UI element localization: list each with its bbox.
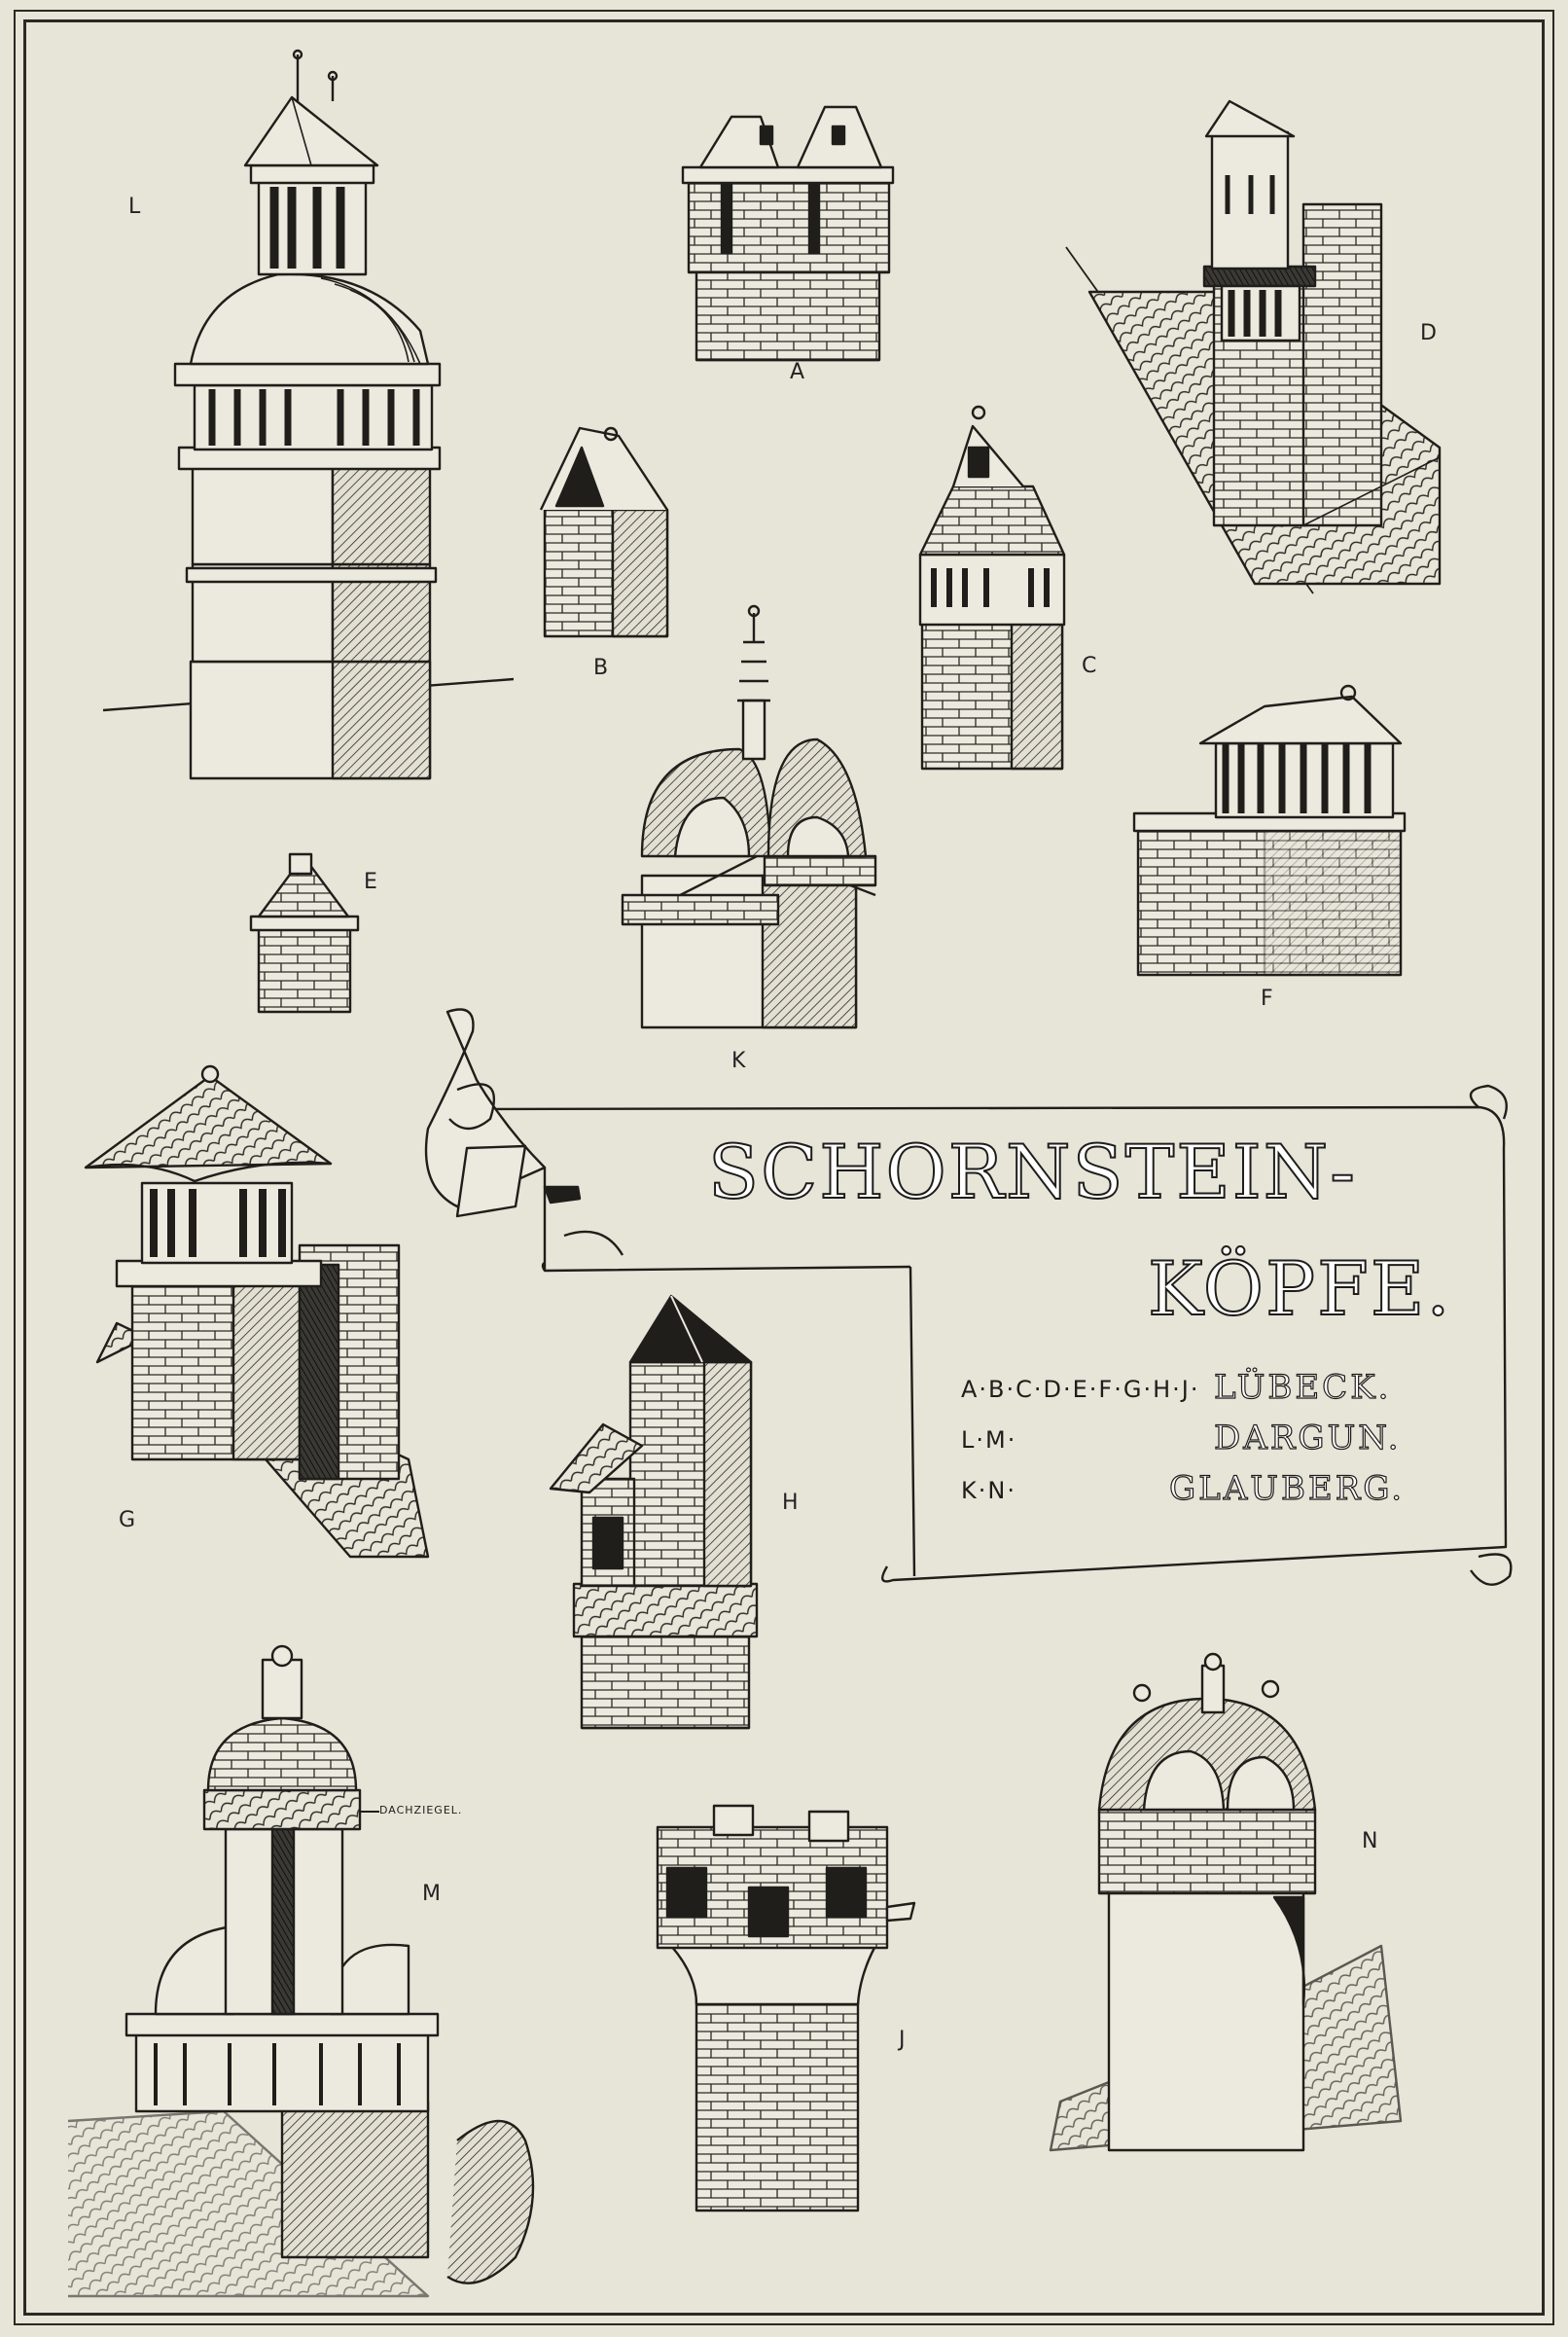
chimney-d	[1066, 101, 1440, 593]
chimney-a	[683, 107, 893, 360]
figure-label-g: G	[119, 1508, 137, 1532]
chimney-c	[920, 407, 1064, 769]
title-line-1: SCHORNSTEIN-	[708, 1129, 1357, 1215]
location-place: LÜBECK.	[1214, 1368, 1392, 1407]
figure-label-h: H	[782, 1491, 800, 1515]
chimney-f	[1134, 686, 1405, 975]
chimney-e	[251, 854, 358, 1012]
figure-label-c: C	[1082, 654, 1098, 678]
figure-label-d: D	[1420, 321, 1438, 345]
location-letters: A·B·C·D·E·F·G·H·J·	[961, 1376, 1200, 1403]
figure-label-m: M	[422, 1882, 442, 1906]
chimney-m	[68, 1646, 533, 2296]
chimney-n	[1051, 1654, 1401, 2150]
title-line-2: KÖPFE.	[1148, 1245, 1452, 1332]
figure-label-b: B	[593, 656, 610, 680]
chimney-l	[103, 51, 514, 778]
figure-label-k: K	[731, 1049, 747, 1073]
location-place: GLAUBERG.	[1169, 1469, 1406, 1508]
chimney-j	[658, 1806, 914, 2211]
chimney-g	[86, 1066, 428, 1557]
location-letters: L·M·	[961, 1426, 1017, 1454]
figure-label-l: L	[128, 195, 142, 219]
annotation-dachziegel: DACHZIEGEL.	[379, 1804, 463, 1816]
chimney-h	[551, 1296, 757, 1728]
figure-label-f: F	[1261, 987, 1274, 1011]
figure-label-e: E	[364, 870, 378, 894]
figure-label-a: A	[790, 360, 806, 384]
location-letters: K·N·	[961, 1477, 1016, 1504]
chimney-b	[541, 428, 667, 636]
figure-label-n: N	[1362, 1829, 1379, 1853]
chimney-k	[623, 606, 875, 1027]
location-place: DARGUN.	[1214, 1419, 1402, 1457]
figure-label-j: J	[899, 2028, 907, 2052]
